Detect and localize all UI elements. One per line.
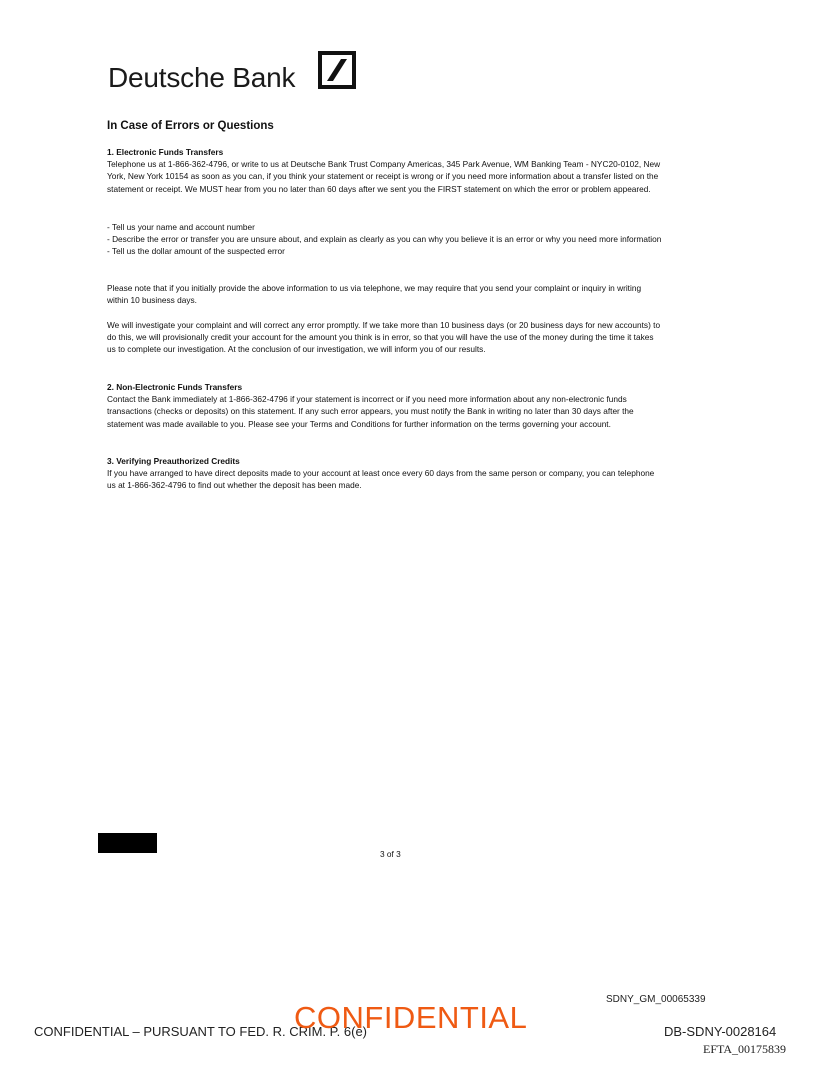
section-heading: 1. Electronic Funds Transfers xyxy=(107,147,224,157)
efta-number: EFTA_00175839 xyxy=(703,1042,787,1056)
paragraph: Please note that if you initially provide the above information to us via telephone, we may require that you send your complaint or inquiry in writing within 10 business days. xyxy=(107,283,642,306)
section-heading: 2. Non-Electronic Funds Transfers xyxy=(107,382,243,392)
list-item: - Tell us your name and account number xyxy=(107,222,255,232)
section-title: In Case of Errors or Questions xyxy=(107,120,274,132)
list-item: - Describe the error or transfer you are unsure about, and explain as clearly as you can why you believe it is an error or why you need more information xyxy=(107,234,662,245)
confidential-notice: CONFIDENTIAL – PURSUANT TO FED. R. CRIM. P. 6(e) xyxy=(34,1024,368,1039)
paragraph-block xyxy=(107,319,662,356)
paragraph: We will investigate your complaint and will correct any error promptly. If we take more than 10 business days (or 20 business days for new accounts) to do this, we will provisionally credit your account for the amount you think is in error, so that you will have the use of the money during the time it takes us to complete our investigation. At the conclusion of our investigation, we will inform you of our results. xyxy=(107,320,661,355)
section-heading: 3. Verifying Preauthorized Credits xyxy=(107,456,240,466)
bates-number-db: DB-SDNY-0028164 xyxy=(664,1024,777,1039)
section-preauthorized-credits xyxy=(107,455,662,492)
deutsche-bank-logo-icon xyxy=(318,51,356,89)
confidential-stamp: CONFIDENTIAL xyxy=(294,1000,528,1035)
bates-number-sdny: SDNY_GM_00065339 xyxy=(606,994,706,1005)
list-item: - Tell us the dollar amount of the suspected error xyxy=(107,246,285,257)
instruction-list xyxy=(107,221,662,258)
paragraph: Contact the Bank immediately at 1-866-362-4796 if your statement is incorrect or if you need more information about any non-electronic funds transactions (checks or deposits) on this statement. If any such error appears, you must notify the Bank in writing no later than 30 days after the statement was made available to you. Please see your Terms and Conditions for further information on the terms governing your account. xyxy=(107,394,634,429)
paragraph: If you have arranged to have direct deposits made to your account at least once every 60 days from the same person or company, you can telephone us at 1-866-362-4796 to find out whether the deposit has been made. xyxy=(107,468,655,491)
paragraph-block xyxy=(107,282,662,306)
bank-name: Deutsche Bank xyxy=(108,62,296,93)
section-electronic-transfers xyxy=(107,146,662,195)
page-number: 3 of 3 xyxy=(380,849,401,859)
section-non-electronic-transfers xyxy=(107,381,662,430)
redaction-box xyxy=(98,833,157,853)
paragraph: Telephone us at 1-866-362-4796, or write to us at Deutsche Bank Trust Company Americas, 345 Park Avenue, WM Banking Team - NYC20-0102, New York, New York 10154 as soon as you can, if you think your statement or receipt is wrong or if you need more information about a transfer listed on the statement or receipt. We MUST hear from you no later than 60 days after we sent you the FIRST statement on which the error or problem appeared. xyxy=(107,159,661,194)
